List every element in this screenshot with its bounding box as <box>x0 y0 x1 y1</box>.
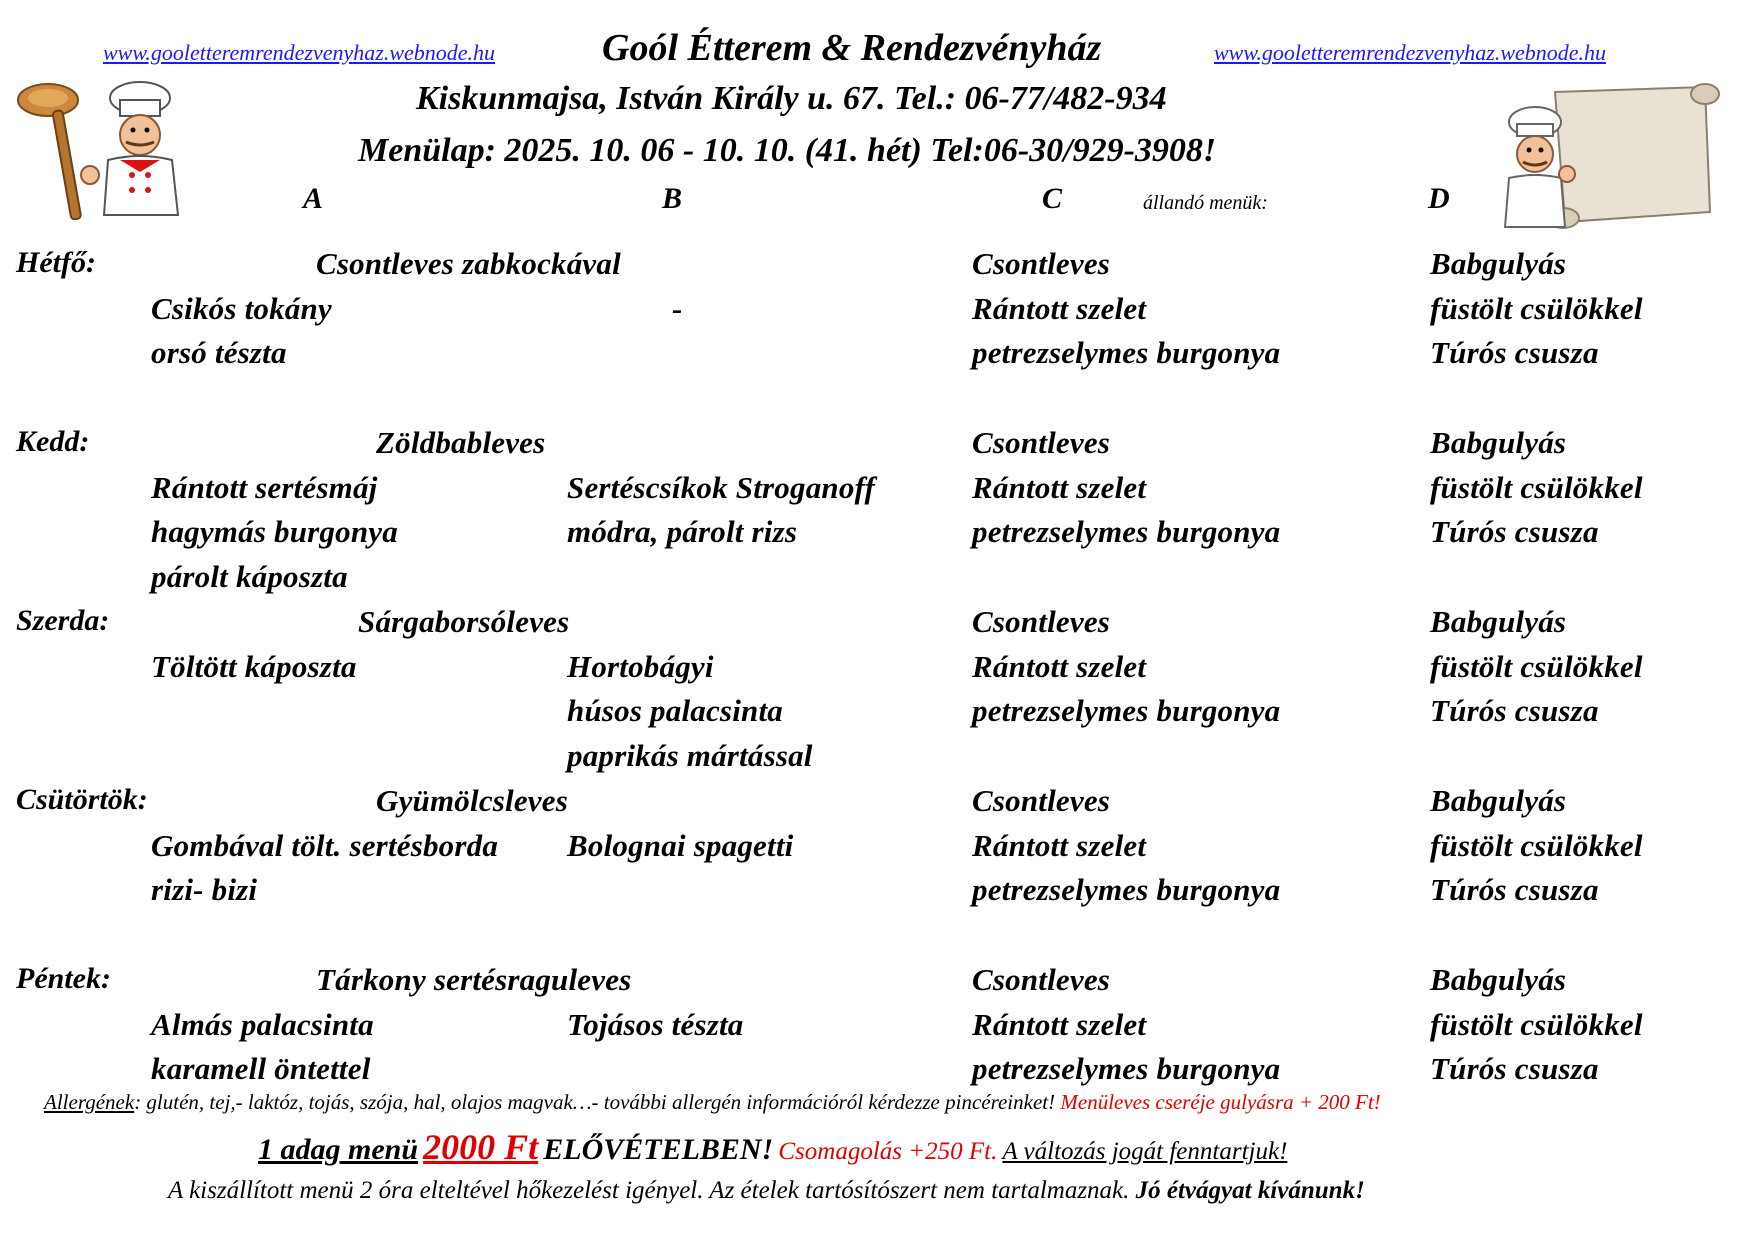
menu-a-item: karamell öntettel <box>151 1051 371 1087</box>
price-line <box>258 1126 1287 1168</box>
menu-b-item: Hortobágyi <box>567 648 714 684</box>
menu-a-item: Gombával tölt. sertésborda <box>151 827 499 863</box>
column-c-header: C <box>1042 182 1063 215</box>
daily-soup: Tárkony sertésraguleves <box>316 962 632 997</box>
delivery-note: A kiszállított menü 2 óra elteltével hőkezelést igényel. Az ételek tartósítószert nem tartalmaznak. <box>168 1177 1130 1204</box>
menu-a-item: Rántott sertésmáj <box>151 469 378 505</box>
menu-d-item: füstölt csülökkel <box>1430 648 1643 684</box>
menu-c-item: petrezselymes burgonya <box>972 335 1281 371</box>
menu-d-item: Babgulyás <box>1430 246 1567 281</box>
day-name: Szerda: <box>16 604 110 637</box>
column-a-header: A <box>303 182 324 215</box>
daily-soup: Zöldbableves <box>376 425 546 460</box>
menu-d-item: Túrós csusza <box>1430 514 1599 550</box>
advance-order-label: ELŐVÉTELBEN! <box>543 1133 774 1166</box>
column-b-header: B <box>662 182 683 215</box>
menu-c-item: petrezselymes burgonya <box>972 1051 1281 1087</box>
allergen-text: : glutén, tej,- laktóz, tojás, szója, hal, olajos magvak…- további allergén információról kérdezze pincéreinket! <box>134 1090 1056 1114</box>
menu-d-item: Babgulyás <box>1430 783 1567 818</box>
column-d-header: D <box>1428 182 1450 215</box>
menu-a-item: Csikós tokány <box>151 290 332 326</box>
menu-a-item: Almás palacsinta <box>151 1006 374 1042</box>
menu-c-item: Csontleves <box>972 246 1111 281</box>
menu-a-item: rizi- bizi <box>151 872 258 908</box>
portion-label: 1 adag menü <box>258 1133 419 1166</box>
menu-b-item: paprikás mártással <box>567 738 813 774</box>
menu-b-item: Tojásos tészta <box>567 1006 744 1042</box>
menu-d-item: füstölt csülökkel <box>1430 827 1643 863</box>
day-name: Hétfő: <box>16 246 96 279</box>
restaurant-title: Goól Étterem & Rendezvényház <box>602 27 1102 69</box>
menu-b-item: - <box>672 290 683 326</box>
delivery-note-line <box>168 1177 1365 1205</box>
menu-d-item: Túrós csusza <box>1430 1051 1599 1087</box>
daily-soup: Sárgaborsóleves <box>358 604 570 639</box>
menu-a-item: párolt káposzta <box>151 559 348 595</box>
day-name: Csütörtök: <box>16 783 148 816</box>
menu-c-item: Csontleves <box>972 962 1111 997</box>
soup-swap-note: Menüleves cseréje gulyásra + 200 Ft! <box>1060 1090 1381 1114</box>
chef-with-scroll-icon <box>1495 82 1725 230</box>
menu-c-item: Rántott szelet <box>972 469 1147 505</box>
website-link-left[interactable]: www.gooletteremrendezvenyhaz.webnode.hu <box>103 40 496 65</box>
chef-with-spoon-icon <box>8 80 223 220</box>
menu-c-item: Rántott szelet <box>972 827 1147 863</box>
permanent-menus-label: állandó menük: <box>1143 192 1268 214</box>
allergen-label: Allergének <box>44 1090 135 1114</box>
menu-c-item: Csontleves <box>972 425 1111 460</box>
menu-d-item: füstölt csülökkel <box>1430 469 1643 505</box>
day-name: Péntek: <box>16 962 111 995</box>
menu-a-item: Töltött káposzta <box>151 648 357 684</box>
menu-c-item: petrezselymes burgonya <box>972 514 1281 550</box>
menu-b-item: Bolognai spagetti <box>567 827 794 863</box>
menu-c-item: Csontleves <box>972 783 1111 818</box>
menu-c-item: Csontleves <box>972 604 1111 639</box>
menu-c-item: Rántott szelet <box>972 290 1147 326</box>
menu-c-item: Rántott szelet <box>972 648 1147 684</box>
menu-d-item: Babgulyás <box>1430 962 1567 997</box>
menu-date-line: Menülap: 2025. 10. 06 - 10. 10. (41. hét) Tel:06-30/929-3908! <box>358 132 1217 169</box>
menu-d-item: Babgulyás <box>1430 604 1567 639</box>
menu-d-item: füstölt csülökkel <box>1430 290 1643 326</box>
menu-d-item: Túrós csusza <box>1430 693 1599 729</box>
menu-b-item: húsos palacsinta <box>567 693 783 729</box>
daily-soup: Csontleves zabkockával <box>316 246 621 281</box>
menu-d-item: Túrós csusza <box>1430 872 1599 908</box>
menu-a-item: hagymás burgonya <box>151 514 398 550</box>
menu-d-item: Túrós csusza <box>1430 335 1599 371</box>
menu-b-item: Sertéscsíkok Stroganoff <box>567 469 876 505</box>
menu-b-item: módra, párolt rizs <box>567 514 798 550</box>
menu-a-item: orsó tészta <box>151 335 287 371</box>
rights-note: A változás jogát fenntartjuk! <box>1002 1138 1288 1165</box>
allergen-line <box>44 1090 1381 1115</box>
menu-c-item: petrezselymes burgonya <box>972 693 1281 729</box>
price-value: 2000 Ft <box>423 1127 539 1167</box>
menu-c-item: petrezselymes burgonya <box>972 872 1281 908</box>
packaging-note: Csomagolás +250 Ft. <box>778 1138 998 1165</box>
menu-d-item: füstölt csülökkel <box>1430 1006 1643 1042</box>
daily-soup: Gyümölcsleves <box>376 783 568 818</box>
enjoy-meal-note: Jó étvágyat kívánunk! <box>1135 1177 1365 1204</box>
day-name: Kedd: <box>16 425 90 458</box>
address-line: Kiskunmajsa, István Király u. 67. Tel.: 06-77/482-934 <box>416 80 1167 117</box>
menu-d-item: Babgulyás <box>1430 425 1567 460</box>
menu-c-item: Rántott szelet <box>972 1006 1147 1042</box>
website-link-right[interactable]: www.gooletteremrendezvenyhaz.webnode.hu <box>1214 40 1607 65</box>
